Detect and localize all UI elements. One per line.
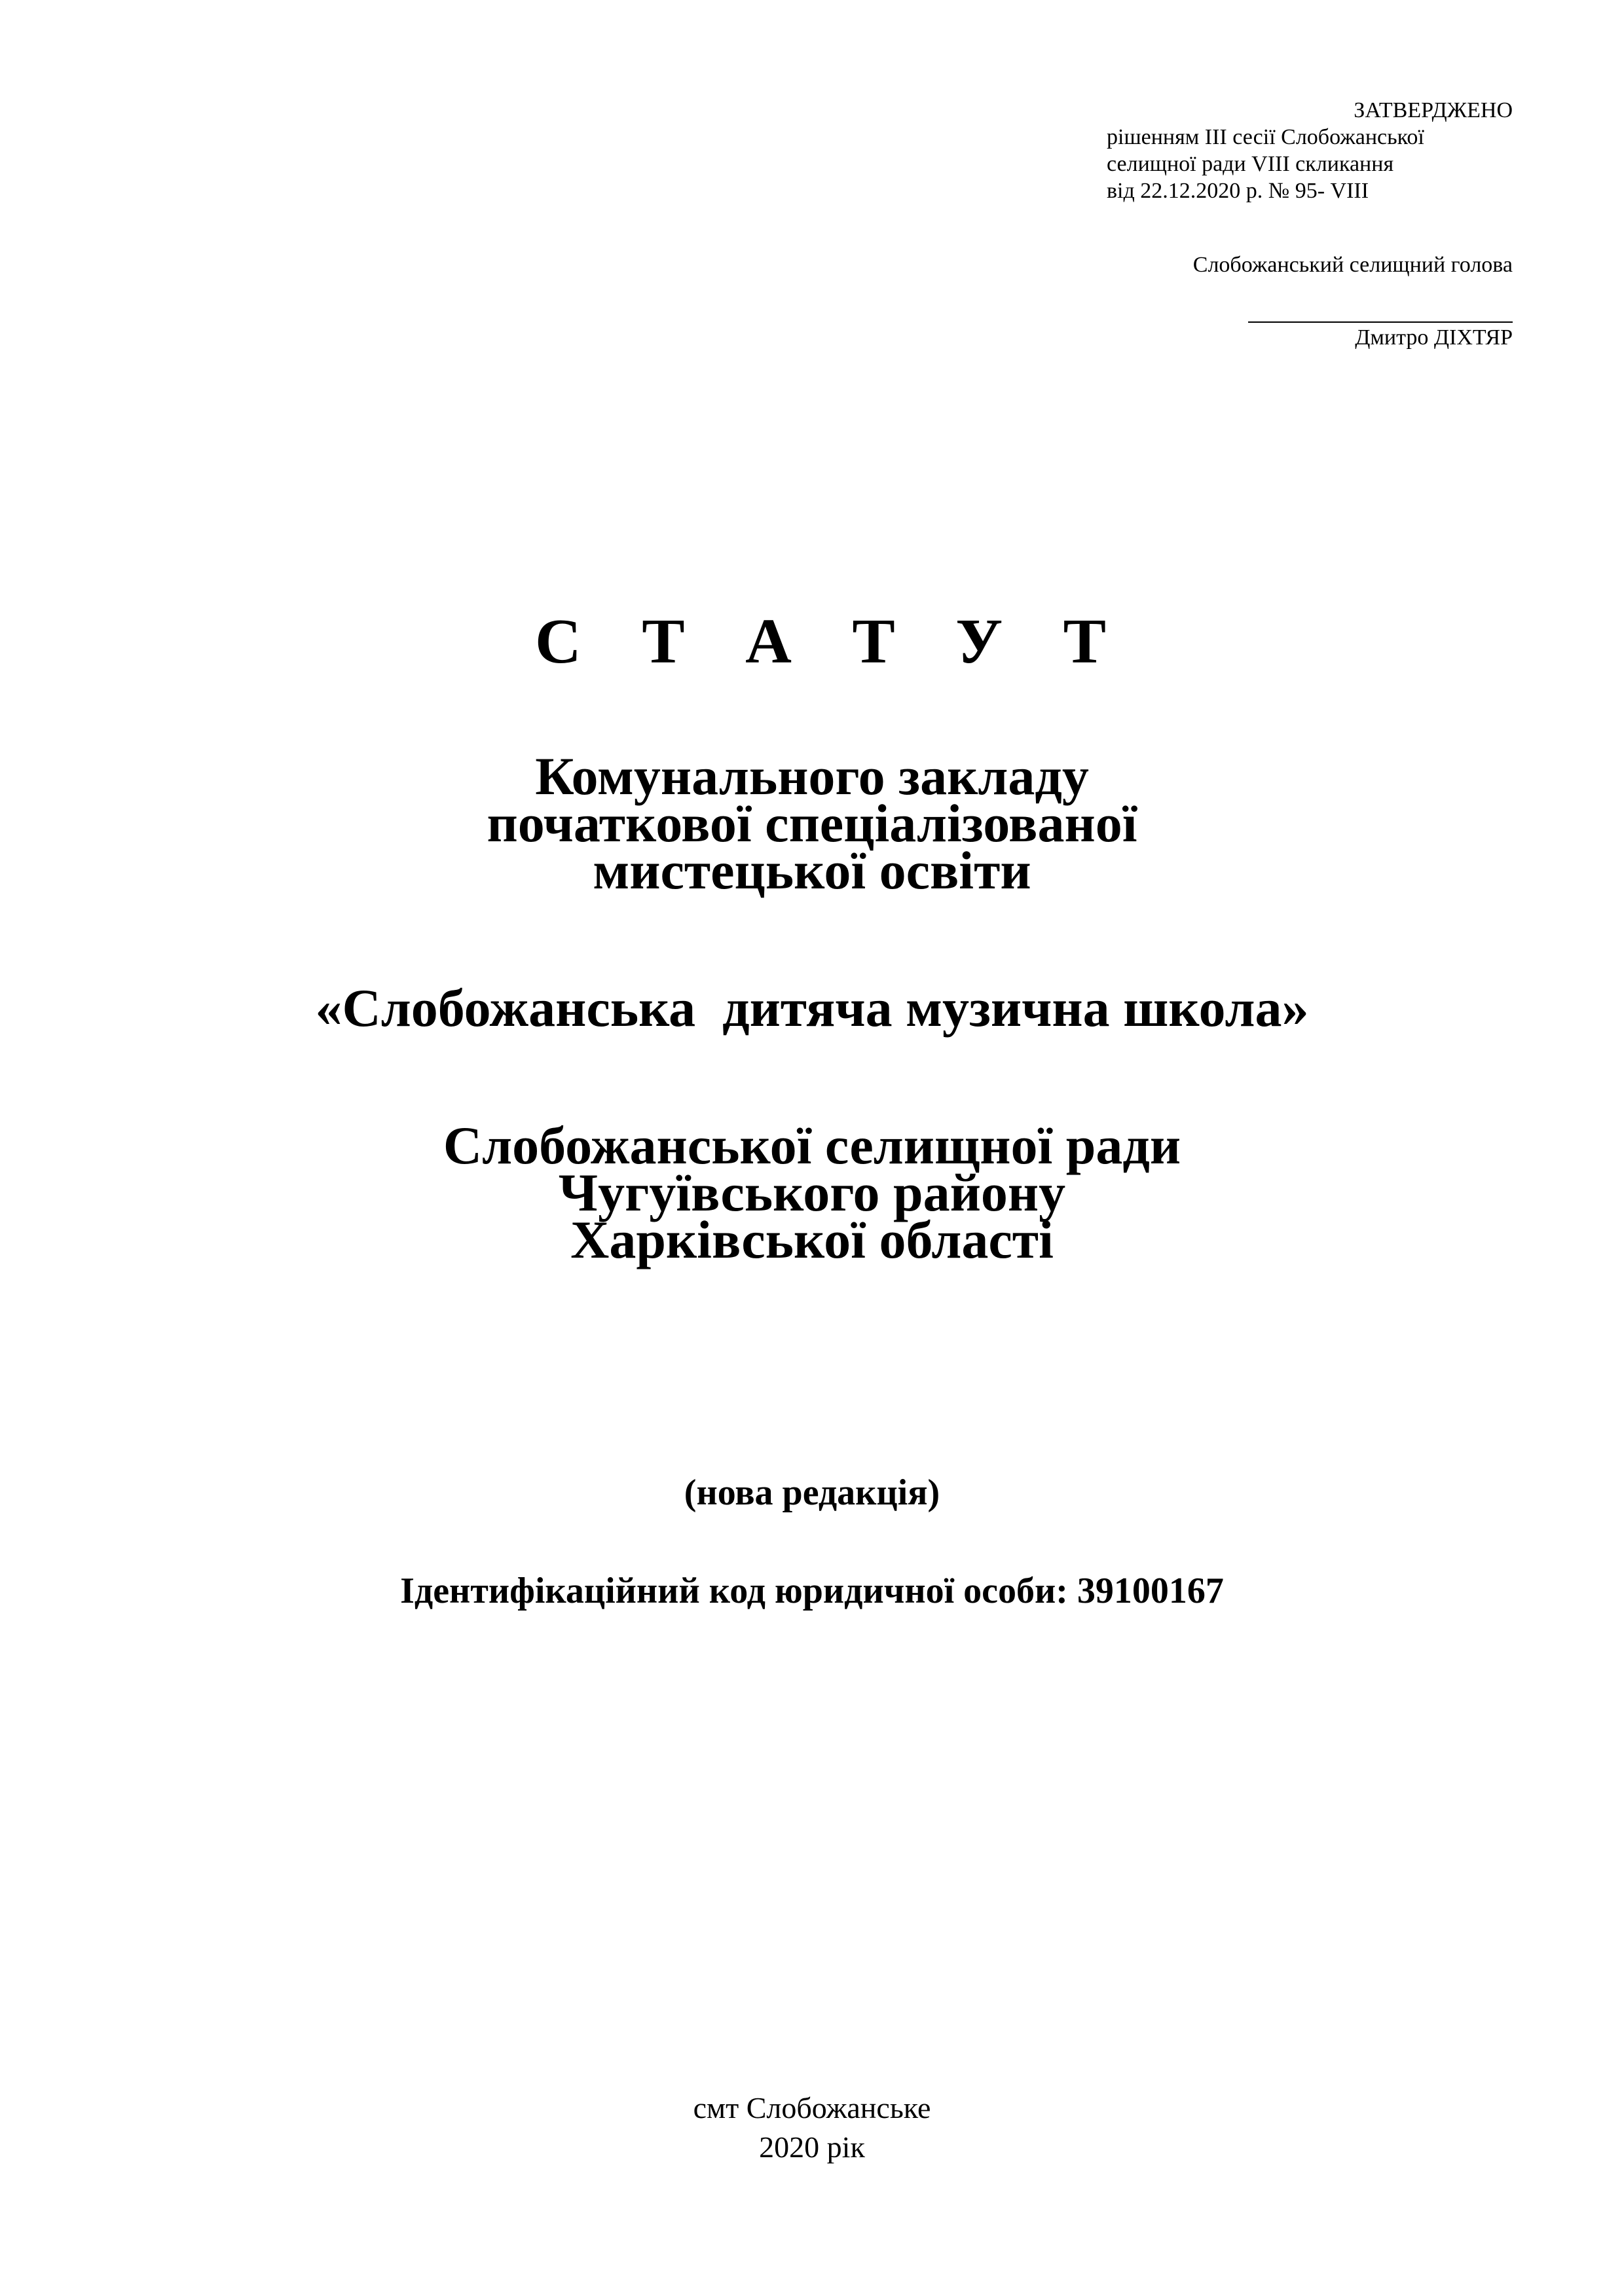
identification-code: Ідентифікаційний код юридичної особи: 39100167	[400, 1571, 1224, 1611]
signature-line	[1248, 314, 1513, 323]
edition-note: (нова редакція)	[684, 1472, 940, 1513]
institution-type-line: мистецької освіти	[593, 841, 1031, 900]
footer-year: 2020 рік	[759, 2130, 865, 2164]
approval-decision-line: рішенням ІІІ сесії Слобожанської	[1107, 125, 1424, 149]
approval-block	[1107, 97, 1513, 351]
footer-place: смт Слобожанське	[693, 2091, 931, 2124]
document-title: С Т А Т У Т	[534, 606, 1129, 677]
footer-block	[0, 2088, 1624, 2167]
approval-official-title: Слобожанський селищний голова	[1192, 253, 1513, 277]
institution-owner-line: Чугуївського району	[558, 1163, 1066, 1222]
approval-decision-line: від 22.12.2020 р. № 95- VIII	[1107, 179, 1369, 203]
institution-name: «Слобожанська дитяча музична школа»	[315, 978, 1309, 1038]
institution-type-line: початкової спеціалізованої	[487, 793, 1137, 853]
approval-heading: ЗАТВЕРДЖЕНО	[1354, 98, 1513, 122]
institution-owner-line: Харківської області	[570, 1210, 1054, 1269]
institution-owner-line: Слобожанської селищної ради	[443, 1116, 1181, 1175]
institution-type-line: Комунального закладу	[535, 746, 1089, 806]
institution-block	[0, 746, 1624, 1269]
approval-signer-name: Дмитро ДІХТЯР	[1355, 325, 1513, 350]
approval-decision-line: селищної ради VIII скликання	[1107, 152, 1394, 176]
